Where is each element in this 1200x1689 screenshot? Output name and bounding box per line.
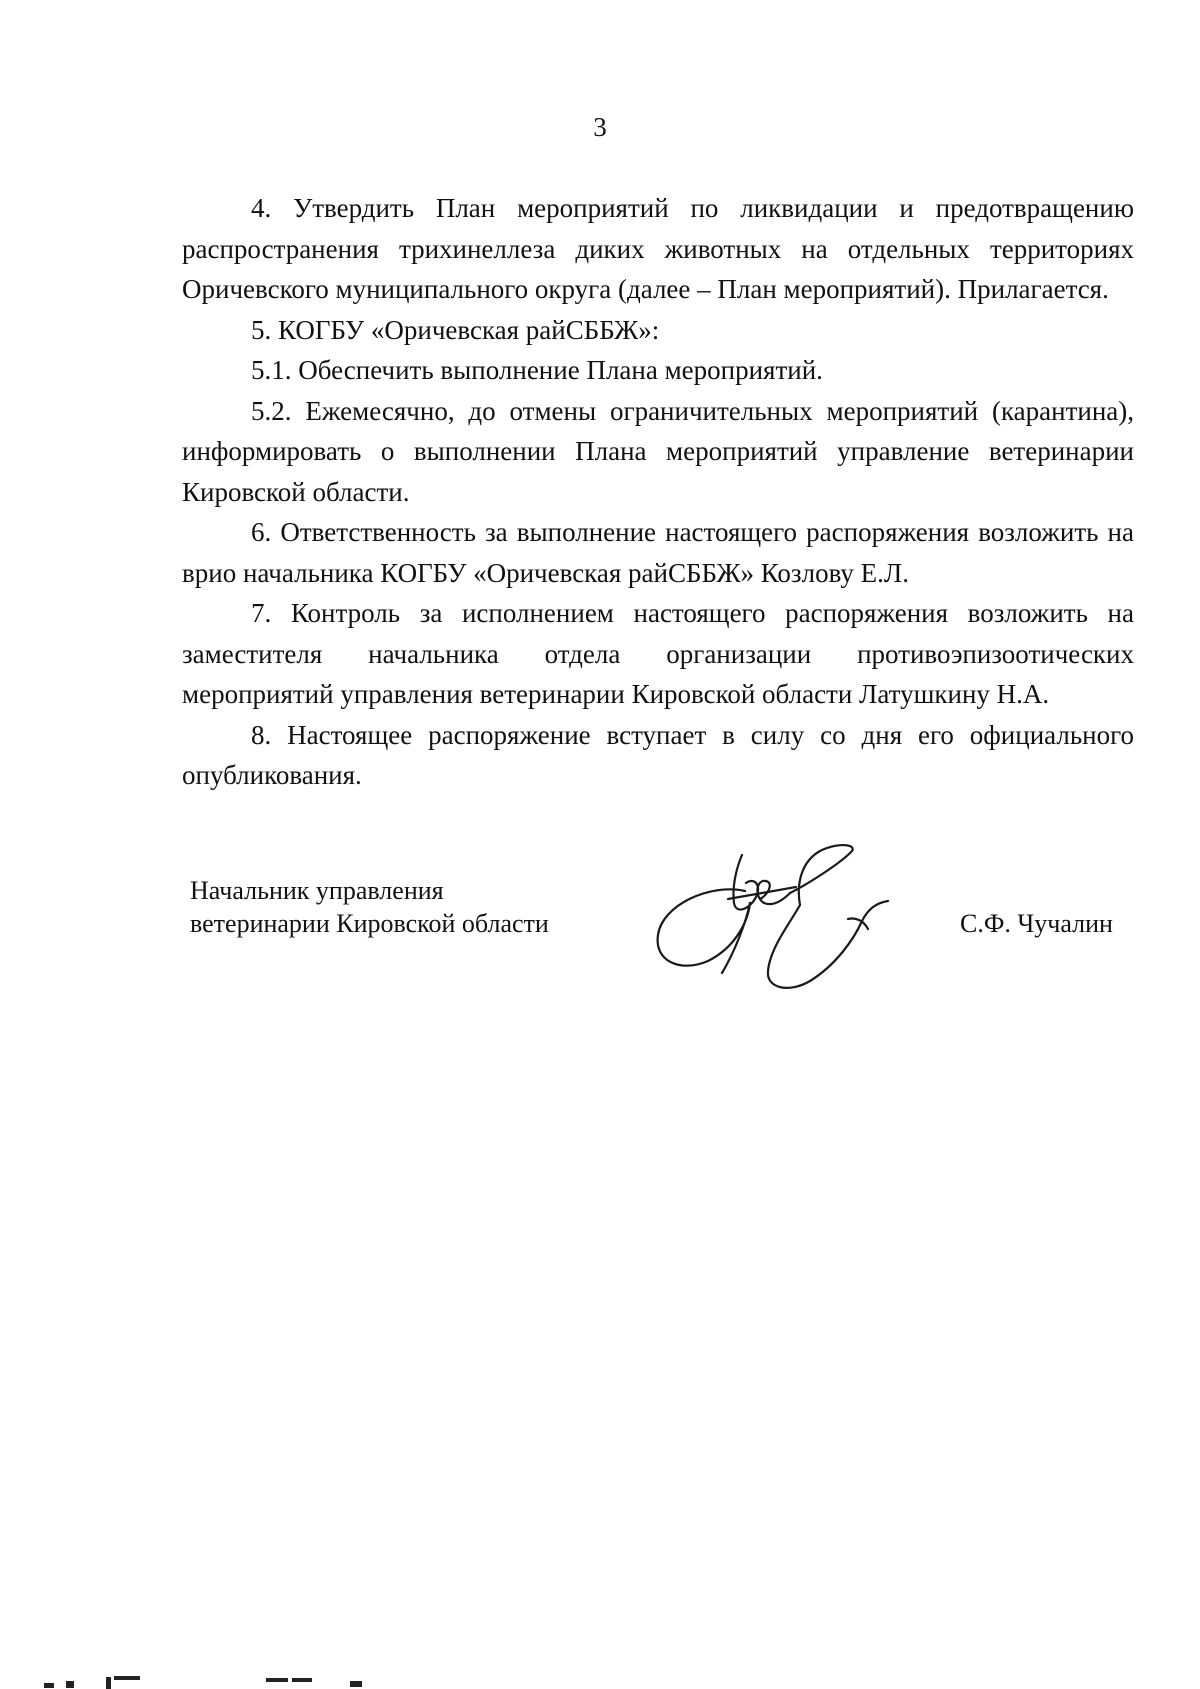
document-body: [182, 188, 1134, 796]
handwritten-signature: [650, 843, 910, 993]
signatory-name: С.Ф. Чучалин: [960, 909, 1113, 938]
paragraph-8: 8. Настоящее распоряжение вступает в силу со дня его официального опубликования.: [182, 719, 1134, 790]
paragraph-5: 5. КОГБУ «Оричевская райСББЖ»:: [251, 314, 660, 345]
signatory-position-line-1: Начальник управления: [190, 876, 444, 905]
signatory-position: [190, 874, 549, 940]
paragraph-4: 4. Утвердить План мероприятий по ликвидации и предотвращению распространения трихинеллеза диких животных на отдельных территориях Оричевского муниципального округа (далее – План мероприятий). Прилагается.: [182, 193, 1134, 304]
paragraph-5-1: 5.1. Обеспечить выполнение Плана мероприятий.: [251, 355, 823, 385]
paragraph-6: 6. Ответственность за выполнение настоящего распоряжения возложить на врио начальника КОГБУ «Оричевская райСББЖ» Козлову Е.Л.: [182, 517, 1134, 588]
signatory-position-line-2: ветеринарии Кировской области: [190, 909, 549, 938]
paragraph-7: 7. Контроль за исполнением настоящего распоряжения возложить на заместителя начальника отдела организации противоэпизоотических мероприятий управления ветеринарии Кировской области Латушкину Н.А.: [182, 598, 1134, 709]
scan-edge-marks: [0, 1672, 1200, 1689]
page-number: 3: [593, 112, 607, 142]
paragraph-5-2: 5.2. Ежемесячно, до отмены ограничительных мероприятий (карантина), информировать о выполнении Плана мероприятий управление ветеринарии Кировской области.: [182, 395, 1134, 507]
